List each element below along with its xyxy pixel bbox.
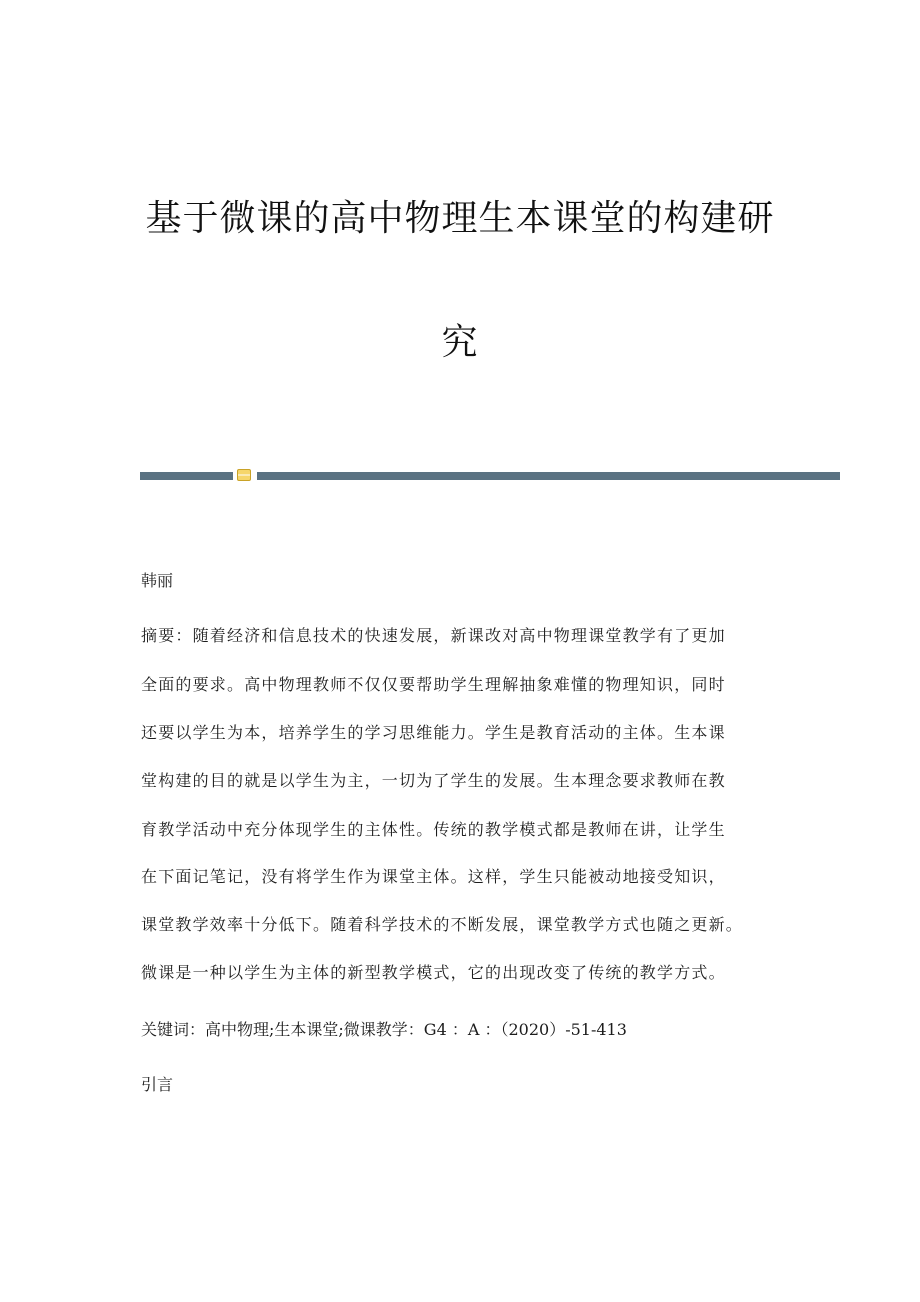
abstract-line: 育教学活动中充分体现学生的主体性。传统的教学模式都是教师在讲，让学生 <box>141 820 726 839</box>
divider-bar-right <box>257 472 840 480</box>
abstract-line: 堂构建的目的就是以学生为主，一切为了学生的发展。生本理念要求教师在教 <box>141 771 726 790</box>
abstract-line: 还要以学生为本，培养学生的学习思维能力。学生是教育活动的主体。生本课 <box>141 723 726 742</box>
abstract-line: 课堂教学效率十分低下。随着科学技术的不断发展，课堂教学方式也随之更新。 <box>141 915 744 934</box>
abstract-line: 在下面记笔记，没有将学生作为课堂主体。这样，学生只能被动地接受知识， <box>141 867 726 886</box>
section-heading-introduction: 引言 <box>141 1075 174 1094</box>
keywords-line: 关键词：高中物理;生本课堂;微课教学：G4 ：A ：（2020）-51-413 <box>141 1020 627 1039</box>
divider-bar-left <box>140 472 233 480</box>
envelope-icon <box>237 469 251 481</box>
document-title-line-1: 基于微课的高中物理生本课堂的构建研 <box>145 198 775 239</box>
abstract-line: 全面的要求。高中物理教师不仅仅要帮助学生理解抽象难懂的物理知识，同时 <box>141 675 726 694</box>
abstract-line: 微课是一种以学生为主体的新型教学模式，它的出现改变了传统的教学方式。 <box>141 963 726 982</box>
title-divider <box>140 472 840 480</box>
document-title-line-2: 究 <box>441 322 479 363</box>
abstract-line: 摘要：随着经济和信息技术的快速发展，新课改对高中物理课堂教学有了更加 <box>141 626 726 645</box>
author-name: 韩丽 <box>141 571 174 590</box>
